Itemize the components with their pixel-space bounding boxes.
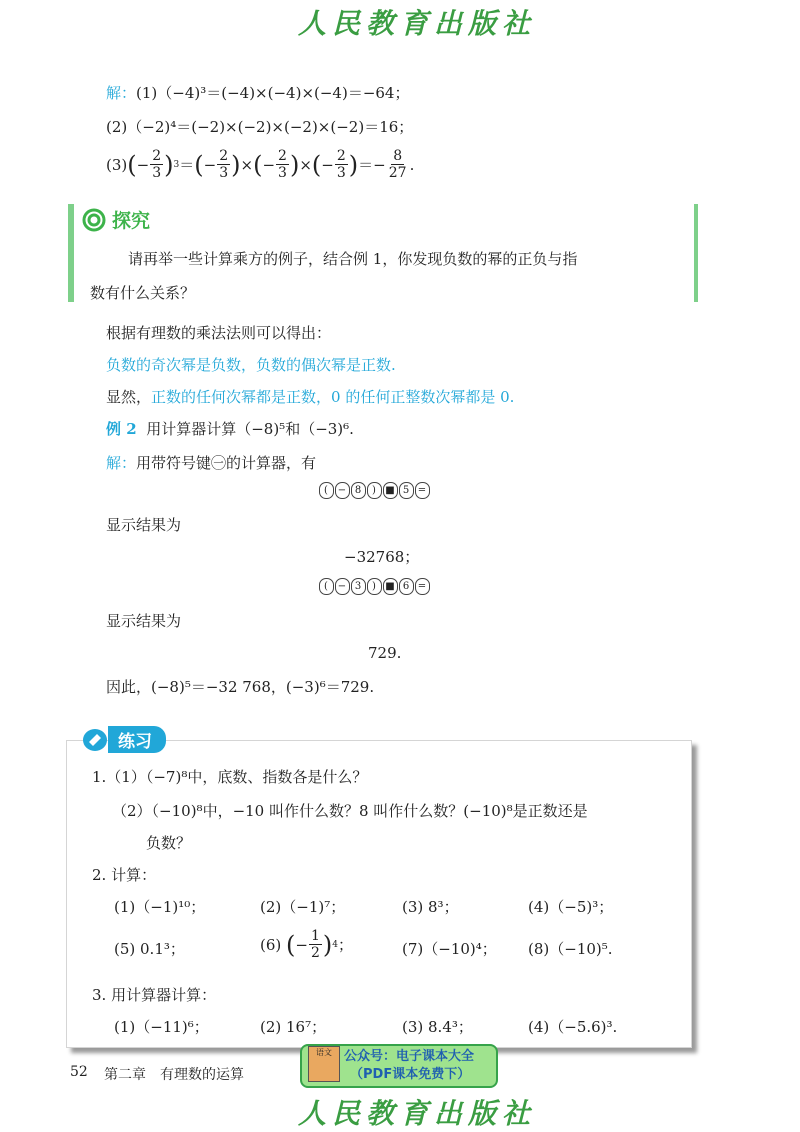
practice-q1-1: 1.（1）（−7)⁸中，底数、指数各是什么？ [92, 768, 368, 786]
practice-title: 练习 [108, 726, 166, 753]
calc-key: ) [367, 482, 382, 499]
calc-key: 6 [399, 578, 414, 595]
chapter-title: 第二章 有理数的运算 [104, 1067, 244, 1083]
practice-q2: 2. 计算： [92, 866, 157, 884]
result-fraction: $\frac{8}{27}$ [388, 148, 407, 181]
explore-heading [82, 206, 150, 233]
q2-item-2: (2)（−1)⁷； [260, 898, 346, 916]
example2-solution: 解：用带符号键㊀的计算器，有 [106, 454, 317, 472]
explore-text-line1: 请再举一些计算乘方的例子，结合例 1，你发现负数的幂的正负与指 [128, 250, 578, 268]
practice-q1-2b: 负数？ [146, 834, 192, 852]
solution1-line2: (2)（−2)⁴＝(−2)×(−2)×(−2)×(−2)＝16； [106, 118, 414, 136]
solution1-line1: 解：(1)（−4)³＝(−4)×(−4)×(−4)＝−64； [106, 84, 410, 102]
q2-item-7: (7)（−10)⁴； [402, 940, 497, 958]
display-label-1: 显示结果为 [106, 516, 182, 534]
solution-label: 解： [106, 84, 137, 102]
explore-title: 探究 [112, 210, 151, 232]
calc-key: ( [319, 482, 334, 499]
q2-item-6: (6) ( − $\frac{1}{2}$ ) 4 ； [260, 928, 354, 961]
practice-q1-2: （2）（−10)⁸中，−10 叫作什么数？8 叫作什么数？(−10)⁸是正数还是 [112, 802, 588, 820]
q3-item-2: (2) 16⁷； [260, 1018, 327, 1036]
publisher-footer: 人民教育出版社 [298, 1097, 537, 1130]
page-number: 52 [70, 1064, 88, 1080]
rule-highlight1: 负数的奇次幂是负数，负数的偶次幂是正数. [106, 356, 396, 374]
solution1-line3: (3) ( − $\frac{2}{3}$ ) 3 ＝ ( − $\frac{2}{3}$ ) × ( − $\frac{2}{3}$ ) × ( − $\frac{2}{3}$ ) ＝− $\frac{8}{27}$ . [106, 148, 415, 181]
calculator-keys-1 [318, 482, 430, 499]
example-label: 例 2 [106, 420, 137, 438]
explore-icon [82, 208, 106, 232]
q2-item-8: (8)（−10)⁵. [528, 940, 613, 958]
rule-obvious: 显然，正数的任何次幂都是正数，0 的任何正整数次幂都是 0. [106, 388, 515, 406]
q2-item-1: (1)（−1)¹⁰； [114, 898, 206, 916]
calc-key: ■ [383, 578, 398, 595]
q3-item-4: (4)（−5.6)³. [528, 1018, 618, 1036]
q3-item-3: (3) 8.4³； [402, 1018, 473, 1036]
calc-key: ) [367, 578, 382, 595]
calc-key: − [335, 578, 350, 595]
calc-key: 8 [351, 482, 366, 499]
watermark-line2: （PDF课本免费下） [350, 1067, 471, 1082]
calc-key: = [415, 482, 430, 499]
q2-item-5: (5) 0.1³； [114, 940, 185, 958]
explore-text-line2: 数有什么关系？ [90, 284, 196, 302]
publisher-header: 人民教育出版社 [298, 7, 537, 40]
calc-key: ■ [383, 482, 398, 499]
practice-q3: 3. 用计算器计算： [92, 986, 217, 1004]
watermark-line1: 公众号：电子课本大全 [344, 1049, 475, 1064]
calc-key: ( [319, 578, 334, 595]
rule-intro: 根据有理数的乘法法则可以得出： [106, 324, 332, 342]
calc-key: 5 [399, 482, 414, 499]
q2-item-4: (4)（−5)³； [528, 898, 614, 916]
calc-key: 3 [351, 578, 366, 595]
q2-item-3: (3) 8³； [402, 898, 459, 916]
result-2: 729. [368, 644, 402, 662]
example2-line: 例 2 用计算器计算（−8)⁵和（−3)⁶. [106, 420, 354, 438]
calc-key: = [415, 578, 430, 595]
q3-item-1: (1)（−11)⁶； [114, 1018, 209, 1036]
calc-key: − [335, 482, 350, 499]
example2-conclusion: 因此，(−8)⁵＝−32 768，(−3)⁶＝729. [106, 678, 375, 696]
book-icon: 语文 [308, 1046, 340, 1082]
calculator-keys-2 [318, 578, 430, 595]
practice-heading [82, 726, 166, 753]
result-1: −32768； [344, 548, 420, 566]
display-label-2: 显示结果为 [106, 612, 182, 630]
fraction: $\frac{2}{3}$ [152, 148, 162, 181]
fraction: $\frac{1}{2}$ [310, 928, 320, 961]
